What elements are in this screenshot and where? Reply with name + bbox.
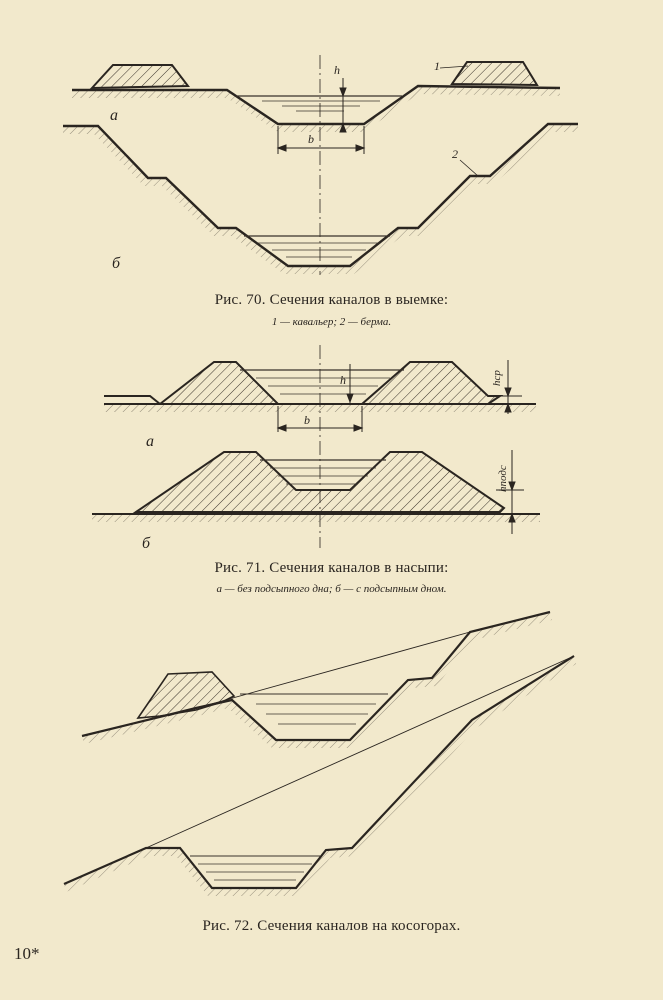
dim-hpodz-label: hподс (497, 465, 509, 492)
fig71-label-a: а (146, 433, 154, 450)
water-lines-72a (240, 694, 388, 724)
water-lines-72b (190, 856, 320, 880)
fig70-caption: Рис. 70. Сечения каналов в выемке: (214, 292, 449, 308)
dim-hcp-label: hср (491, 370, 503, 386)
callout-1-label: 1 (434, 59, 440, 73)
fig71-caption: Рис. 71. Сечения каналов в насыпи: (214, 560, 449, 576)
dim-b-label: b (308, 132, 314, 146)
dim-h71-label: h (340, 373, 346, 387)
fig71-legend: а — без подсыпного дна; б — с подсыпным дном. (216, 583, 447, 595)
fig72-caption: Рис. 72. Сечения каналов на косогорах. (202, 918, 461, 934)
hillside-canal-lower-hatch (64, 656, 576, 896)
dim-b71-label: b (304, 413, 310, 427)
fig70-label-b: б (112, 255, 121, 272)
callout-2-label: 2 (452, 147, 458, 161)
fig70-legend: 1 — кавальер; 2 — берма. (271, 316, 392, 328)
hillside-canal-upper-hatch (82, 612, 552, 748)
fig70-label-a: а (110, 107, 118, 124)
page-number: 10* (14, 944, 40, 963)
dim-h-label: h (334, 63, 340, 77)
fig71-label-b: б (142, 535, 151, 552)
